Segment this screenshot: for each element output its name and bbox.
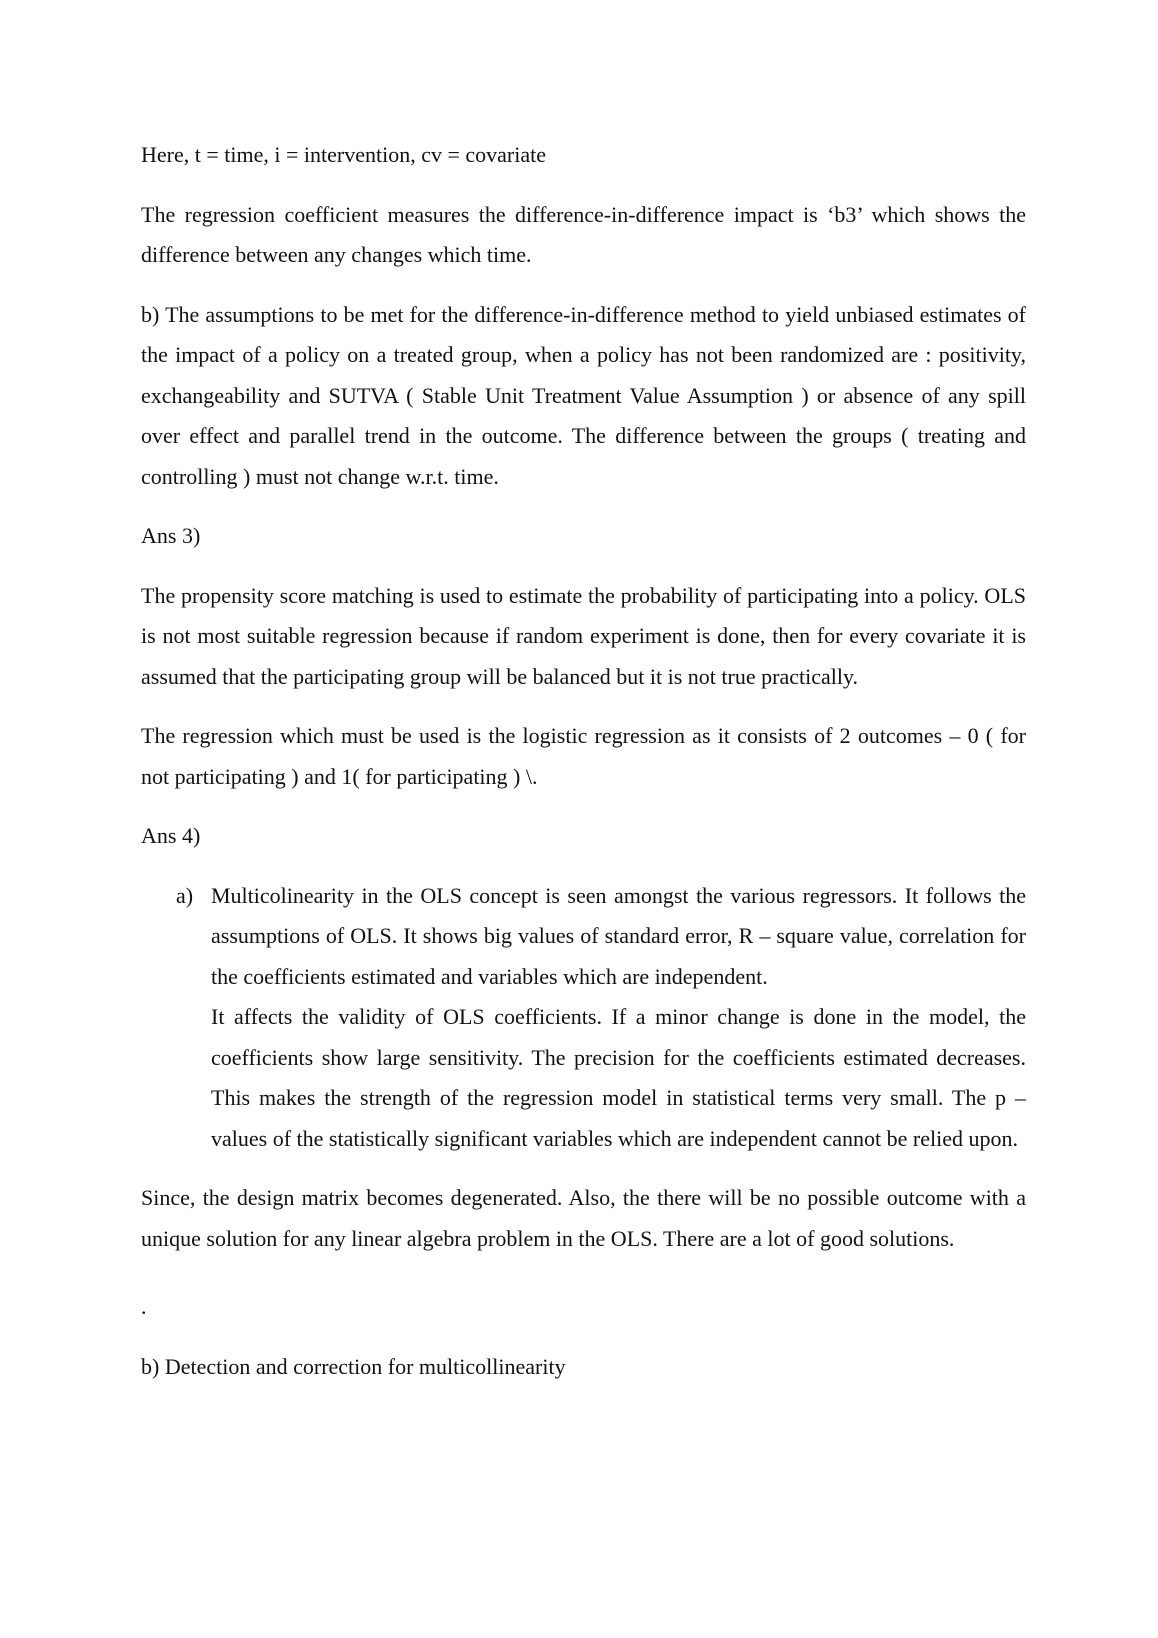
detection-heading: b) Detection and correction for multicollinearity bbox=[141, 1353, 566, 1379]
propensity-paragraph: The propensity score matching is used to estimate the probability of participating into a policy. OLS is not most suitable regression because if random experiment is done, then for every covariate it is assumed that the participating group will be balanced but it is not true practically. bbox=[141, 582, 1026, 689]
list-item-marker: a) bbox=[176, 882, 194, 908]
list-item-text: Multicolinearity in the OLS concept is seen amongst the various regressors. It follows the assumptions of OLS. It shows big values of standard error, R – square value, correlation for the coefficients estimated and variables which are independent. bbox=[211, 882, 1026, 989]
list-item bbox=[141, 876, 1026, 1160]
document-body bbox=[141, 135, 1026, 1406]
definitions-paragraph: Here, t = time, i = intervention, cv = covariate bbox=[141, 142, 546, 167]
answer-3-heading: Ans 3) bbox=[141, 523, 201, 548]
logistic-paragraph: The regression which must be used is the logistic regression as it consists of 2 outcomes – 0 ( for not participating ) and 1( for participating ) \. bbox=[141, 723, 1026, 789]
coefficient-paragraph: The regression coefficient measures the difference-in-difference impact is ‘b3’ which shows the difference between any changes which time. bbox=[141, 201, 1026, 267]
design-matrix-paragraph: Since, the design matrix becomes degenerated. Also, the there will be no possible outcome with a unique solution for any linear algebra problem in the OLS. There are a lot of good solutions. bbox=[141, 1185, 1026, 1251]
dot-paragraph: . bbox=[141, 1294, 147, 1319]
list-item-continuation: It affects the validity of OLS coefficients. If a minor change is done in the model, the coefficients show large sensitivity. The precision for the coefficients estimated decreases. This makes the strength of the regression model in statistical terms very small. The p – values of the statistically significant variables which are independent cannot be relied upon. bbox=[211, 1004, 1026, 1151]
assumptions-paragraph: b) The assumptions to be met for the difference-in-difference method to yield unbiased estimates of the impact of a policy on a treated group, when a policy has not been randomized are : positivity, exchangeability and SUTVA ( Stable Unit Treatment Value Assumption ) or absence of any spill over effect and parallel trend in the outcome. The difference between the groups ( treating and controlling ) must not change w.r.t. time. bbox=[141, 301, 1026, 489]
answer-4-heading: Ans 4) bbox=[141, 823, 201, 848]
answer-4-list bbox=[141, 876, 1026, 1160]
